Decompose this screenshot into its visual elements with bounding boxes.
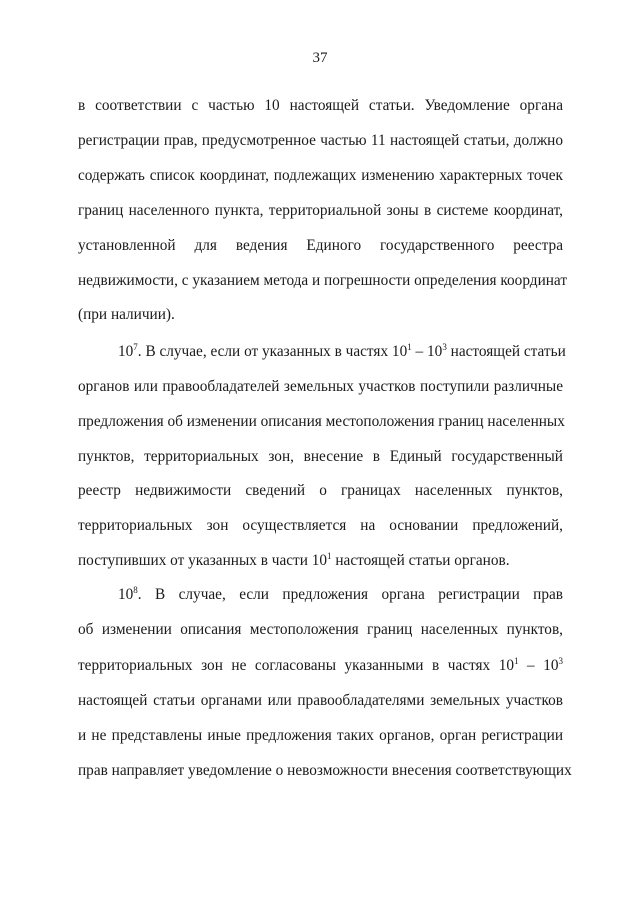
- clause-number: $10^7$: [118, 342, 138, 360]
- paragraph-line: установленной для ведения Единого государственного реестра: [78, 237, 563, 254]
- paragraph-line: границ населенного пункта, территориальной зоны в системе координат,: [78, 202, 563, 219]
- paragraph-line: и не представлены иные предложения таких органов, орган регистрации: [78, 727, 563, 744]
- paragraph-line: (при наличии).: [78, 306, 175, 323]
- paragraph-line: регистрации прав, предусмотренное частью 11 настоящей статьи, должно: [78, 132, 563, 149]
- paragraph-line: об изменении описания местоположения границ населенных пунктов,: [78, 621, 563, 638]
- paragraph-line: недвижимости, с указанием метода и погрешности определения координат: [78, 272, 568, 289]
- paragraph-line: предложения об изменении описания местоположения границ населенных: [78, 413, 565, 430]
- paragraph-line: органов или правообладателей земельных участков поступили различные: [78, 378, 563, 395]
- page-number: 37: [312, 50, 328, 66]
- paragraph-line: реестр недвижимости сведений о границах населенных пунктов,: [78, 482, 563, 499]
- paragraph-first-line: $10^8$. В случае, если предложения органа регистрации прав: [118, 585, 563, 603]
- paragraph-line: в соответствии с частью 10 настоящей статьи. Уведомление органа: [78, 97, 563, 114]
- paragraph-line: территориальных зон не согласованы указанными в частях $10^1 - 10^3$: [78, 656, 564, 674]
- clause-number: $10^8$: [118, 585, 138, 603]
- paragraph-line: содержать список координат, подлежащих изменению характерных точек: [78, 167, 563, 184]
- paragraph-line: настоящей статьи органами или правообладателями земельных участков: [78, 692, 563, 709]
- paragraph-first-line: $10^7$. В случае, если от указанных в частях $10^1 - 10^3$ настоящей статьи: [118, 342, 566, 360]
- paragraph-line: территориальных зон осуществляется на основании предложений,: [78, 517, 563, 534]
- paragraph-line: пунктов, территориальных зон, внесение в Единый государственный: [78, 448, 563, 465]
- paragraph-line: прав направляет уведомление о невозможности внесения соответствующих: [78, 762, 572, 779]
- paragraph-line: поступивших от указанных в части $10^1$ настоящей статьи органов.: [78, 551, 510, 569]
